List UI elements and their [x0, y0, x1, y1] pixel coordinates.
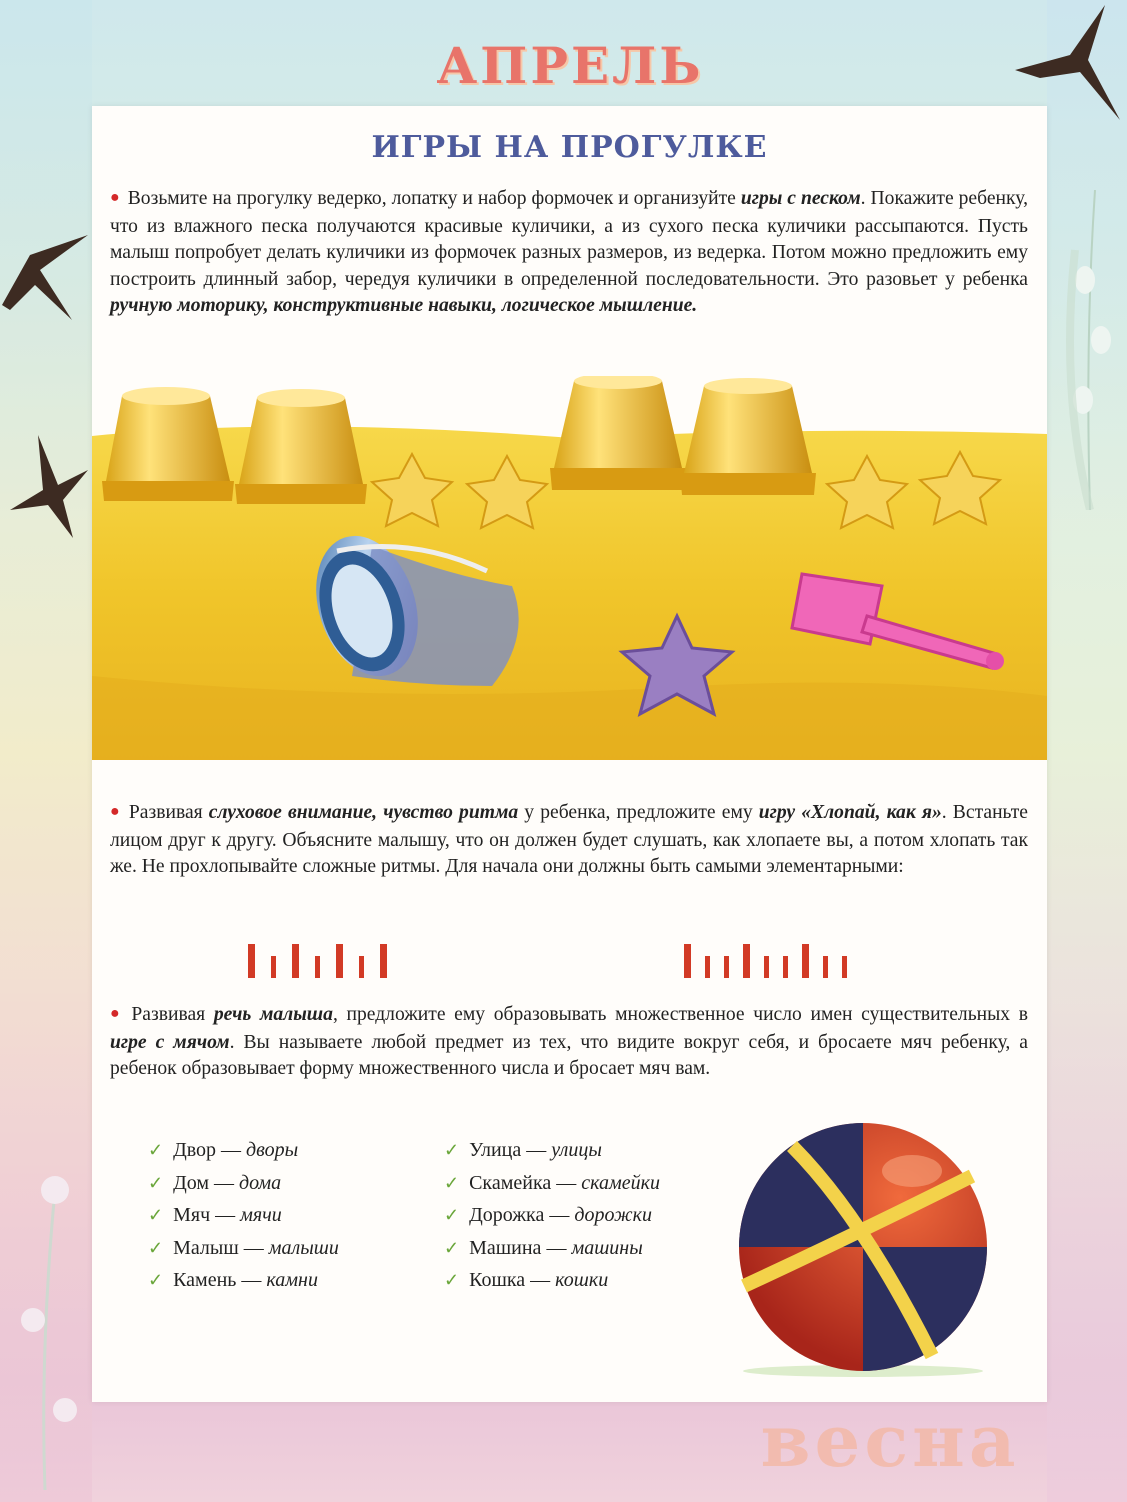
emphasized-text: слуховое внимание, чувство ритма: [208, 802, 519, 823]
clap-small-mark: [315, 956, 320, 978]
word-plural: скамейки: [581, 1171, 660, 1194]
word-separator: —: [210, 1204, 241, 1227]
sand-play-illustration: [92, 376, 1047, 760]
paragraph-text: . Покажите ребенку, что из влажного песка получаются красивые куличики, а из сухого песка куличики рассыпаются. Пусть малыш попробует делать куличики из формочек разных размеров, из ведерка. Потом можно предложить ему построить длинный забор, чередуя куличики в определенной последовательности. Это разовьет у ребенка: [110, 188, 1028, 290]
paragraph-sand-games: [110, 186, 1028, 320]
word-separator: —: [551, 1171, 582, 1194]
paragraph-text: Возьмите на прогулку ведерко, лопатку и набор формочек и организуйте: [127, 188, 741, 209]
bullet-icon: ●: [110, 803, 121, 820]
bullet-icon: ●: [110, 189, 120, 206]
paragraph-text: Развивая: [128, 802, 209, 823]
check-icon: ✓: [444, 1205, 460, 1226]
emphasized-text: игру «Хлопай, как я»: [758, 802, 942, 823]
lily-of-the-valley-icon: [1055, 190, 1125, 510]
paragraph-text: , предложите ему образовывать множественное число имен существительных в: [332, 1004, 1028, 1025]
swallow-icon: [8, 430, 90, 540]
word-plural: мячи: [240, 1204, 282, 1227]
month-title: АПРЕЛЬ: [436, 36, 704, 95]
clap-big-mark: [292, 944, 299, 978]
paragraph-rhythm-game: [110, 800, 1028, 881]
section-title: ИГРЫ НА ПРОГУЛКЕ: [371, 130, 768, 165]
emphasized-text: игре с мячом: [110, 1031, 230, 1053]
word-pair-item: [444, 1199, 660, 1232]
word-pair-item: [444, 1134, 660, 1167]
word-plural: камни: [266, 1269, 318, 1292]
clap-big-mark: [380, 944, 387, 978]
word-separator: —: [521, 1139, 552, 1161]
clap-big-mark: [248, 944, 255, 978]
check-icon: ✓: [444, 1237, 460, 1258]
word-plural: улицы: [551, 1139, 602, 1161]
word-separator: —: [544, 1204, 575, 1227]
emphasized-text: речь малыша: [213, 1004, 333, 1025]
swallow-icon: [0, 215, 92, 325]
clap-small-mark: [271, 956, 276, 978]
check-icon: ✓: [148, 1172, 164, 1193]
emphasized-text: игры с песком: [740, 188, 861, 209]
word-separator: —: [541, 1236, 572, 1259]
sand-castle: [550, 376, 686, 490]
word-pair-item: [444, 1167, 660, 1200]
word-singular: Скамейка: [469, 1171, 552, 1194]
rhythm-pattern-1: [248, 938, 387, 978]
check-icon: ✓: [444, 1140, 460, 1160]
word-separator: —: [238, 1236, 269, 1259]
word-plural: дорожки: [574, 1204, 652, 1227]
clap-small-mark: [764, 956, 769, 978]
paragraph-text: . Встаньте лицом друг к другу. Объясните малышу, что он должен будет слушать, как хлопаете вы, а потом хлопать так же. Не прохлопывайте сложные ритмы. Для начала они должны быть самыми элементарными:: [110, 802, 1029, 877]
clap-small-mark: [783, 956, 788, 978]
word-plural: малыши: [268, 1236, 339, 1259]
sand-castle: [102, 387, 234, 501]
word-singular: Камень: [173, 1269, 237, 1292]
sand-castle: [235, 389, 367, 504]
paragraph-text: . Вы называете любой предмет из тех, что видите вокруг себя, и бросаете мяч ребенку, а ребенок образовывает форму множественного числа и бросает мяч вам.: [110, 1031, 1028, 1079]
word-pair-item: [148, 1167, 339, 1200]
clap-small-mark: [705, 956, 710, 978]
word-singular: Мяч: [173, 1204, 211, 1227]
word-pair-item: [444, 1232, 660, 1265]
word-list-right: [444, 1134, 660, 1297]
season-title: весна: [760, 1398, 1020, 1483]
clap-big-mark: [336, 944, 343, 978]
word-list-left: [148, 1134, 339, 1297]
check-icon: ✓: [444, 1172, 460, 1193]
clap-small-mark: [359, 956, 364, 978]
word-pair-item: [148, 1199, 339, 1232]
word-separator: —: [236, 1269, 267, 1292]
bullet-icon: ●: [110, 1005, 124, 1022]
word-plural: кошки: [555, 1269, 609, 1292]
check-icon: ✓: [148, 1140, 164, 1160]
paragraph-text: Развивая: [131, 1004, 214, 1025]
word-pair-item: [444, 1264, 660, 1297]
word-plural: машины: [571, 1236, 643, 1259]
rhythm-pattern-2: [684, 938, 847, 978]
clap-big-mark: [684, 944, 691, 978]
word-separator: —: [525, 1269, 556, 1292]
check-icon: ✓: [444, 1270, 460, 1291]
sand-castle: [680, 378, 816, 495]
check-icon: ✓: [148, 1237, 164, 1258]
word-separator: —: [216, 1139, 247, 1161]
word-plural: дворы: [246, 1139, 299, 1161]
word-singular: Малыш: [173, 1236, 239, 1259]
emphasized-text: ручную моторику, конструктивные навыки, логическое мышление.: [110, 295, 698, 316]
clap-big-mark: [743, 944, 750, 978]
word-singular: Машина: [469, 1236, 542, 1259]
clap-small-mark: [724, 956, 729, 978]
paragraph-ball-game: [110, 1002, 1028, 1083]
word-pair-item: [148, 1134, 339, 1167]
paragraph-text: у ребенка, предложите ему: [518, 802, 759, 823]
word-singular: Дом: [173, 1171, 210, 1194]
check-icon: ✓: [148, 1270, 164, 1291]
word-pair-item: [148, 1232, 339, 1265]
word-singular: Улица: [469, 1139, 522, 1161]
check-icon: ✓: [148, 1205, 164, 1226]
word-pair-item: [148, 1264, 339, 1297]
word-singular: Кошка: [469, 1269, 526, 1292]
ball-illustration: [732, 1116, 994, 1378]
word-plural: дома: [239, 1171, 282, 1194]
flower-icon: [5, 1150, 90, 1490]
word-separator: —: [209, 1171, 240, 1194]
clap-small-mark: [842, 956, 847, 978]
content-panel: [92, 106, 1047, 1402]
clap-big-mark: [802, 944, 809, 978]
word-singular: Двор: [173, 1139, 217, 1161]
clap-small-mark: [823, 956, 828, 978]
word-singular: Дорожка: [469, 1204, 545, 1227]
